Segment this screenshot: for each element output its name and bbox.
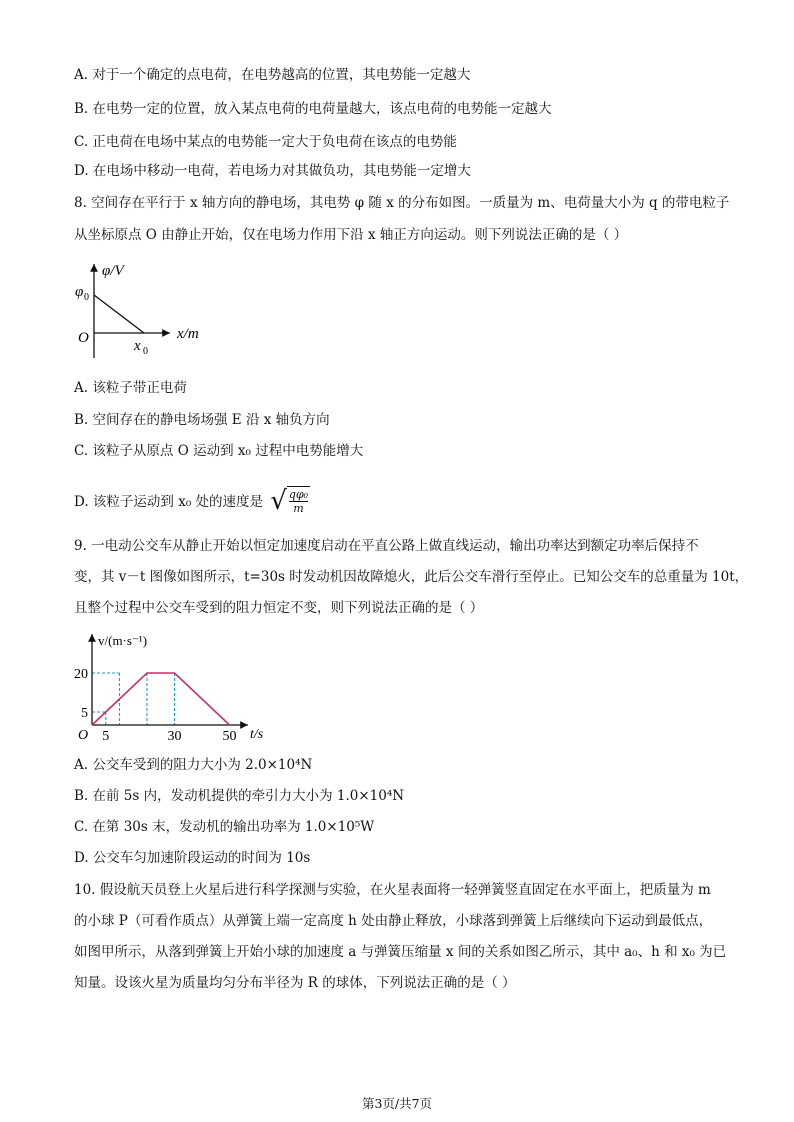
q10-stem-line1: 10. 假设航天员登上火星后进行科学探测与实验，在火星表面将一轻弹簧竖直固定在水平面上，把质量为 m — [74, 882, 711, 898]
q8-option-d-numerator: qφ₀ — [288, 488, 309, 501]
q8-y-axis-label: φ/V — [102, 263, 124, 279]
page-footer: 第3页/共7页 — [361, 1096, 433, 1111]
q9-velocity-line — [92, 673, 230, 725]
q8-option-d — [74, 485, 310, 517]
q9-stem-line3: 且整个过程中公交车受到的阻力恒定不变，则下列说法正确的是（ ） — [74, 600, 484, 616]
q10-stem-line2: 的小球 P（可看作质点）从弹簧上端一定高度 h 处由静止释放，小球落到弹簧上后继续向下运动到最低点， — [74, 913, 713, 929]
q8-x-tick-subscript: 0 — [143, 346, 148, 357]
q7-option-a: A. 对于一个确定的点电荷，在电势越高的位置，其电势能一定越大 — [74, 67, 471, 83]
q9-x-axis-label: t/s — [250, 727, 264, 742]
q9-stem-line2: 变，其 v－t 图像如图所示，t=30s 时发动机因故障熄火，此后公交车滑行至停止。已知公交车的总重量为 10t， — [74, 569, 749, 585]
q9-vt-chart — [72, 628, 272, 746]
q8-y-tick-subscript: 0 — [84, 292, 89, 303]
q8-option-c: C. 该粒子从原点 O 运动到 x₀ 过程中电势能增大 — [74, 443, 364, 459]
q7-option-c: C. 正电荷在电场中某点的电势能一定大于负电荷在该点的电势能 — [74, 134, 457, 150]
q8-option-d-text: D. 该粒子运动到 x₀ 处的速度是 — [74, 494, 264, 510]
q8-potential-line — [94, 295, 144, 333]
q8-x-tick-label: x — [134, 338, 141, 354]
q9-origin-label: O — [78, 728, 89, 743]
q9-option-c: C. 在第 30s 末，发动机的输出功率为 1.0×10⁵W — [74, 819, 375, 835]
q9-option-b: B. 在前 5s 内，发动机提供的牵引力大小为 1.0×10⁴N — [74, 788, 405, 804]
q9-x-tick-30: 30 — [167, 729, 182, 744]
q8-potential-graph — [74, 258, 234, 366]
q9-y-tick-20: 20 — [74, 667, 88, 682]
q10-stem-line3: 如图甲所示，从落到弹簧上开始小球的加速度 a 与弹簧压缩量 x 间的关系如图乙所示，其中 a₀、h 和 x₀ 为已 — [74, 944, 727, 960]
q8-x-axis-label: x/m — [177, 326, 199, 342]
q8-option-b: B. 空间存在的静电场场强 E 沿 x 轴负方向 — [74, 412, 330, 428]
q9-x-tick-5: 5 — [102, 729, 110, 744]
q7-option-b: B. 在电势一定的位置，放入某点电荷的电荷量越大，该点电荷的电势能一定越大 — [74, 101, 552, 117]
q8-stem-line2: 从坐标原点 O 由静止开始，仅在电场力作用下沿 x 轴正方向运动。则下列说法正确的是（ ） — [74, 227, 628, 243]
q8-origin-label: O — [78, 330, 89, 346]
q10-stem-line4: 知量。设该火星为质量均匀分布半径为 R 的球体，下列说法正确的是（ ） — [74, 975, 516, 991]
q8-y-tick-label: φ — [75, 284, 84, 300]
q9-option-a: A. 公交车受到的阻力大小为 2.0×10⁴N — [74, 757, 313, 773]
q9-stem-line1: 9. 一电动公交车从静止开始以恒定加速度启动在平直公路上做直线运动，输出功率达到额定功率后保持不 — [74, 538, 699, 554]
q9-option-d: D. 公交车匀加速阶段运动的时间为 10s — [74, 850, 311, 866]
q8-option-a: A. 该粒子带正电荷 — [74, 380, 187, 396]
q8-option-d-sqrt: √ $\frac{\text{qφ₀}}{m}$ — [270, 485, 309, 516]
q9-y-tick-5: 5 — [81, 706, 88, 721]
q9-x-tick-50: 50 — [222, 729, 237, 744]
q7-option-d: D. 在电场中移动一电荷，若电场力对其做负功，其电势能一定增大 — [74, 163, 471, 179]
q8-option-d-denominator: m — [293, 502, 304, 515]
q8-stem-line1: 8. 空间存在平行于 x 轴方向的静电场，其电势 φ 随 x 的分布如图。一质量为 m、电荷量大小为 q 的带电粒子 — [74, 195, 730, 211]
q9-y-axis-label: v/(m·s⁻¹) — [98, 633, 148, 648]
